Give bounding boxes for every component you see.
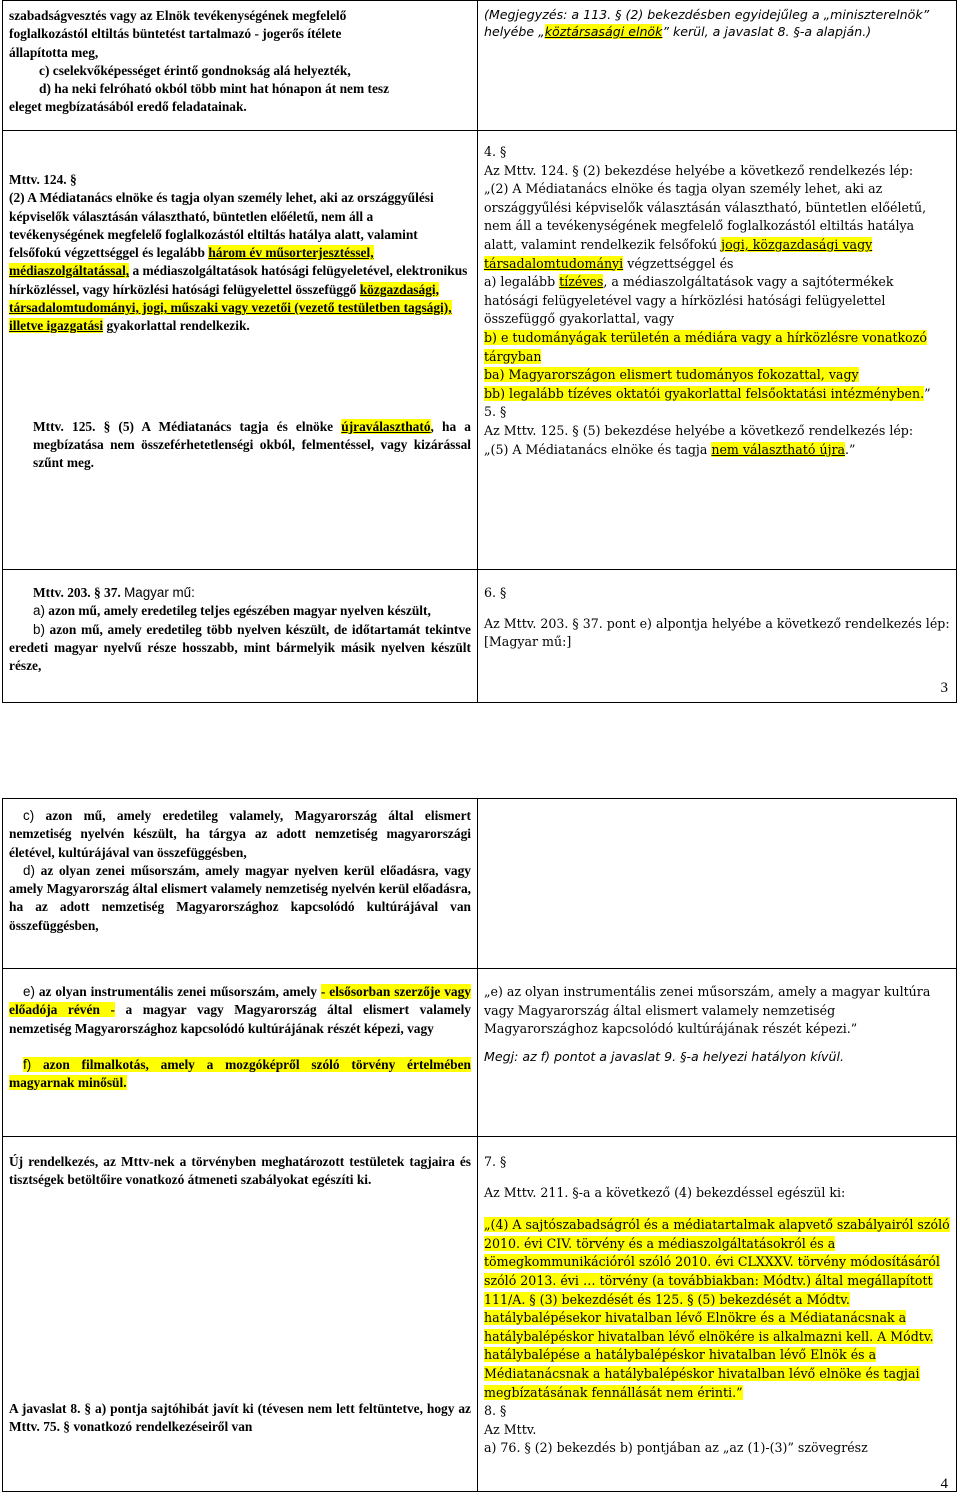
text-line: c) cselekvőképességet érintő gondnokság alá helyezték, [39,62,351,78]
paragraph [9,621,471,676]
highlight: b) e tudományágak területén a médiára vagy a hírközlésre vonatkozó tárgyban [484,329,927,364]
text: d) [23,862,35,878]
text-line: d) ha neki felróható okból több mint hat hónapon át nem tesz [39,81,390,97]
text: azon mű, amely eredetileg valamely, Magyarország által elismert nemzetiség nyelvén készült, ha tárgya az adott nemzetiség magyarországi életével, kultúrájával van összefüggésben, [9,808,471,860]
section-title: Mttv. 124. § [9,172,77,187]
table-row [3,799,957,969]
text: Mttv. 203. § 37. [33,585,125,600]
highlight: azon filmalkotás, amely a mozgóképről szóló törvény értelmében magyarnak minősül. [9,1056,471,1091]
paragraph: Az Mttv. 125. § (5) bekezdése helyébe a következő rendelkezés lép: [484,422,914,438]
paragraph [9,807,471,862]
text: azon mű, amely eredetileg több nyelven készült, de időtartamát tekintve eredeti magyar nyelvű része hosszabb, mint bármelyik másik nyelven készült része, [9,621,471,674]
highlight: „(4) A sajtószabadságról és a médiatartalmak alapvető szabályairól szóló 2010. évi CIV. törvény és a médiaszolgáltatásokról és a tömegkommunikációról szóló 2010. évi CLXXXV. törvény módosításáról szóló 2013. évi … törvény (a továbbiakban: Módtv.) által megállapított 111/A. § (3) bekezdését és 125. § (5) bekezdését a Módtv. hatálybalépésekor hivatalban lévő Elnökre és a Médiatanácsnak a hatálybalépéskor hivatalban lévő elnökére is alkalmazni kell. A Módtv. hatálybalépése a hatálybalépéskor hivatalban lévő Elnök és a Médiatanácsnak a hatálybalépéskor hivatalban lévő elnöke és tagjai megbízatásának fennállását nem érinti.” [484,1217,950,1400]
page2-table [2,798,957,1492]
left-cell [3,969,478,1137]
note [484,7,950,40]
text: .” [845,441,856,457]
paragraph [9,862,471,935]
text: , ha a megbízatása nem összeférhetetlenségi okból, felmentéssel, vagy kizárással szűnt meg. [33,418,471,471]
paragraph [9,602,471,620]
text: „(2) A Médiatanács elnöke és tagja olyan személy lehet, aki az országgyűlési képviselők választásán választható, büntetlen előéletű, nem áll a tevékenységének megfelelő foglalkozástól eltiltás hatálya alatt, valamint rendelkezik felsőfokú [484,181,927,252]
right-cell [478,131,957,570]
paragraph: Az Mttv. 211. §-a a következő (4) bekezdéssel egészül ki: [484,1184,846,1200]
section-number: 8. § [484,1403,507,1419]
highlight: bb) legalább tízéves oktatói gyakorlattal felsőoktatási intézményben. [484,385,925,401]
right-cell [478,969,957,1137]
highlight: f) [23,1056,32,1072]
table-row [3,969,957,1137]
highlight: három év műsorterjesztéssel, médiaszolgáltatással, [9,245,374,279]
paragraph [9,189,471,335]
paragraph [484,1216,950,1402]
page-number: 3 [940,680,948,696]
highlight: közgazdasági, társadalomtudományi, jogi, műszaki vagy vezetői (vezető testületben tagsági), illetve igazgatási [9,281,452,334]
section-number: 6. § [484,585,507,600]
highlight: jogi, közgazdasági vagy társadalomtudományi [484,236,873,271]
paragraph [9,1056,471,1093]
highlight: nem választható újra [711,441,845,457]
text: , a médiaszolgáltatások vagy a sajtótermékek hatósági felügyeletével vagy a hírközlési hatósági felügyelettel összefüggő gyakorlattal, vagy [484,274,894,327]
paragraph [484,366,950,385]
text: az olyan instrumentális zenei műsorszám, amely [34,984,321,999]
paragraph [484,273,950,329]
text: gyakorlattal rendelkezik. [103,318,250,334]
text: Mttv. 125. § (5) A Médiatanács tagja és elnöke [33,418,342,434]
left-cell [3,1137,478,1492]
text: e) [23,984,35,999]
text-line: állapította meg, [9,44,99,60]
highlight: újraválasztható [341,418,431,434]
paragraph [9,584,471,602]
paragraph [9,983,471,1038]
text: a) [33,603,45,619]
paragraph: „e) az olyan instrumentális zenei műsorszám, amely a magyar kultúra vagy Magyarország által elismert valamely nemzetiség Magyarországhoz kapcsolódó kultúrájának részét képezi.” [484,984,931,1037]
paragraph: a) 76. § (2) bekezdés b) pontjában az „az (1)-(3)” szövegrész [484,1440,868,1456]
text: az olyan zenei műsorszám, amely magyar nyelven kerül előadásra, vagy amely Magyarország által elismert valamely nemzetiség nyelvén kerül előadásra, ha az adott nemzetiség Magyarországhoz kapcsolódó kultúrájával van összefüggésben, [9,862,471,933]
note: Megj: az f) pontot a javaslat 9. §-a helyezi hatályon kívül. [484,1048,844,1064]
paragraph: Új rendelkezés, az Mttv-nek a törvényben meghatározott testületek tagjaira és tisztségek betöltőire vonatkozó átmeneti szabályokat egészíti ki. [9,1154,471,1188]
paragraph: Az Mttv. 203. § 37. pont e) alpontja helyébe a következő rendelkezés lép: [484,615,950,631]
note-text: helyébe „ [484,23,545,39]
page-number: 4 [940,1476,948,1492]
note-text: (Megjegyzés: a 113. § (2) bekezdésben egyidejűleg a „miniszterelnök” [484,7,930,22]
paragraph: A javaslat 8. § a) pontja sajtóhibát javít ki (tévesen nem lett feltüntetve, hogy az Mttv. 75. § vonatkozó rendelkezéseiről van [9,1400,471,1434]
right-cell [478,1137,957,1492]
text: a) legalább [484,274,560,290]
section-number: 4. § [484,144,507,159]
section-number: 5. § [484,404,507,420]
text: ” [924,385,931,401]
text-line: foglalkozástól eltiltás büntetést tartalmazó - jogerős ítélete [9,26,342,42]
paragraph [484,441,950,460]
right-cell [478,570,957,703]
text: c) [23,808,35,823]
paragraph [9,418,471,473]
left-cell [3,799,478,969]
text-line: szabadságvesztés vagy az Elnök tevékenységének megfelelő [9,8,347,23]
text: végzettséggel és [623,255,734,271]
text: a médiaszolgáltatások hatósági felügyeletével, elektronikus hírközléssel, vagy hírközlési hatósági felügyelettel összefüggő [9,263,468,297]
highlight: ba) Magyarországon elismert tudományos fokozattal, vagy [484,367,859,383]
highlight: - elsősorban szerzője vagy előadója révén - [9,984,471,1018]
text: b) [33,621,45,637]
page1-table [2,0,957,703]
highlight: tízéves [559,274,604,290]
left-cell [3,570,478,703]
paragraph: Az Mttv. 124. § (2) bekezdése helyébe a következő rendelkezés lép: [484,162,914,178]
left-cell [3,1,478,131]
paragraph [484,180,950,273]
table-row [3,1137,957,1492]
text: „(5) A Médiatanács elnöke és tagja [484,441,712,457]
paragraph [484,385,950,404]
paragraph: Az Mttv. [484,1421,537,1437]
table-row [3,131,957,570]
text: (2) A Médiatanács elnöke és tagja olyan személy lehet, aki az országgyűlési képviselők választásán választható, büntetlen előéletű, nem áll a tevékenységének megfelelő foglalkozástól eltiltás hatálya alatt, valamint felsőfokú végzettséggel és legalább [9,190,434,261]
highlight: köztársasági elnök [544,23,663,39]
paragraph [484,329,950,366]
note-text: ” kerül, a javaslat 8. §-a alapján.) [662,23,872,39]
table-row [3,570,957,703]
text: Magyar mű: [124,585,195,600]
right-cell [478,799,957,969]
paragraph: [Magyar mű:] [484,634,572,650]
left-cell [3,131,478,570]
text: a magyar vagy Magyarország által elismert valamely nemzetiség Magyarországhoz kapcsolódó kultúrájának részét képezi, vagy [9,1002,471,1036]
text: azon mű, amely eredetileg teljes egészében magyar nyelven készült, [44,603,431,619]
section-number: 7. § [484,1154,507,1169]
text-line: eleget megbízatásából eredő feladatainak. [9,99,247,115]
right-cell [478,1,957,131]
table-row [3,1,957,131]
